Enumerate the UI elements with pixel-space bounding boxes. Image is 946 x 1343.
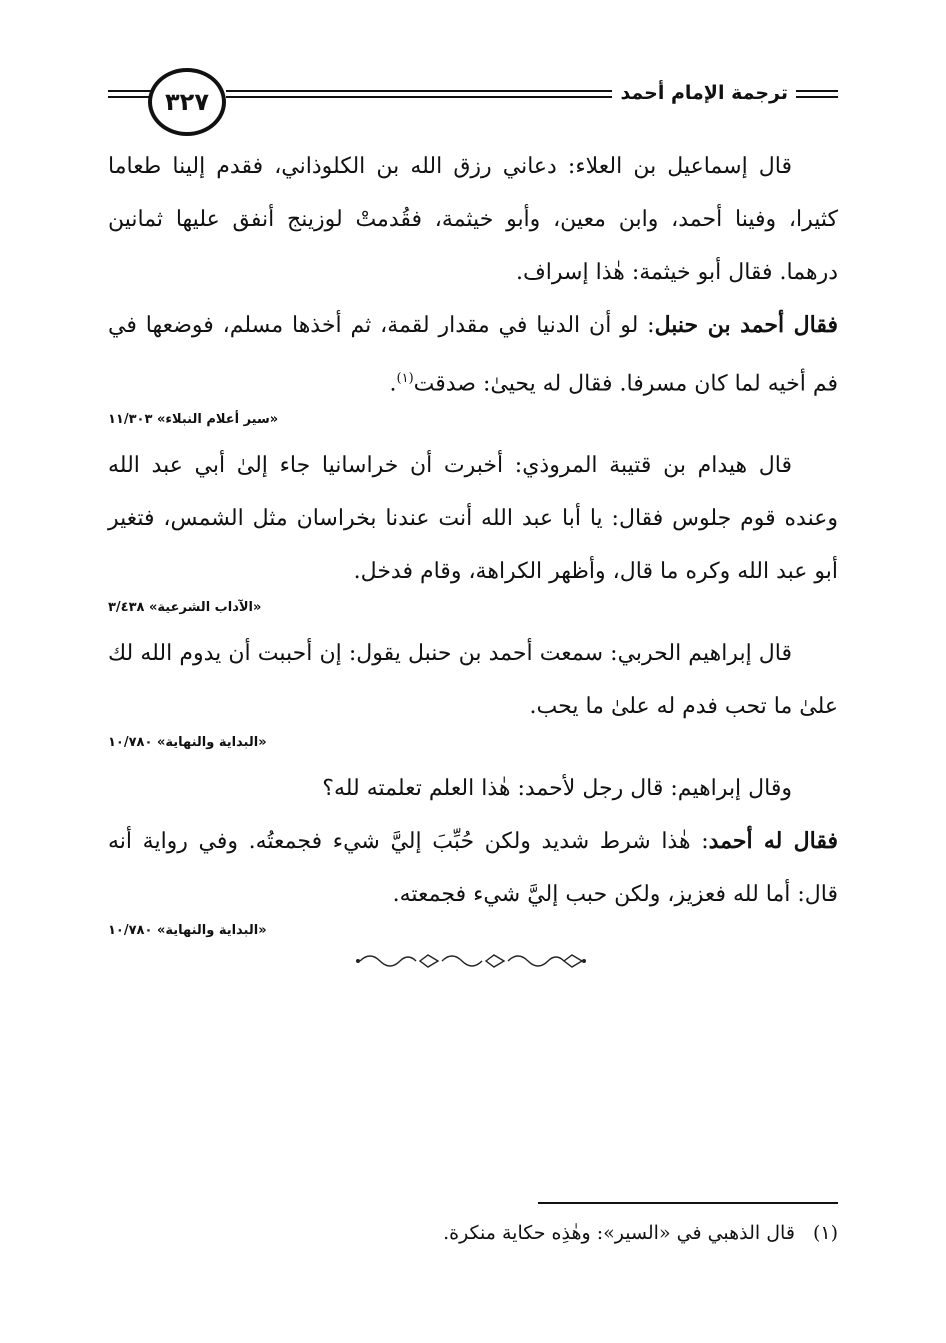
- source-citation: «الآداب الشرعية» ٣/٤٣٨: [108, 600, 262, 616]
- source-citation: «سير أعلام النبلاء» ١١/٣٠٣: [108, 412, 279, 428]
- bold-lead: فقال له أحمد: [708, 828, 838, 855]
- footnote-rule: [538, 1202, 838, 1204]
- paragraph: قال إبراهيم الحربي: سمعت أحمد بن حنبل يقول: إن أحببت أن يدوم الله لك علىٰ ما تحب فدم له علىٰ ما يحب.: [108, 641, 838, 720]
- footnote-text: قال الذهبي في «السير»: وهٰذِه حكاية منكرة.: [443, 1222, 795, 1244]
- header-title: ترجمة الإمام أحمد: [612, 82, 796, 104]
- source-citation: «البداية والنهاية» ١٠/٧٨٠: [108, 735, 267, 751]
- footnote-ref[interactable]: (١): [396, 371, 414, 386]
- page-header: [108, 60, 838, 140]
- footnote-number: (١): [812, 1222, 838, 1244]
- ornament-divider: [350, 948, 590, 974]
- bold-lead: فقال أحمد بن حنبل: [654, 312, 839, 338]
- source-citation: «البداية والنهاية» ١٠/٧٨٠: [108, 923, 267, 939]
- paragraph: فقال له أحمد: هٰذا شرط شديد ولكن حُبِّبَ إليَّ شيء فجمعتُه. وفي رواية أنه قال: أما لله فعزيز، ولكن حبب إليَّ شيء فجمعته.: [108, 828, 838, 908]
- paragraph: قال هيدام بن قتيبة المروذي: أخبرت أن خراسانيا جاء إلىٰ أبي عبد الله وعنده قوم جلوس فقال: يا أبا عبد الله أنت عندنا بخراسان مثل الشمس، فتغير أبو عبد الله وكره ما قال، وأظهر الكراهة، وقام فدخل.: [108, 453, 838, 585]
- footnote: [108, 1222, 838, 1244]
- main-text: [108, 140, 838, 950]
- paragraph: قال إسماعيل بن العلاء: دعاني رزق الله بن الكلوذاني، فقدم إلينا طعاما كثيرا، وفينا أحمد، وابن معين، وأبو خيثمة، فقُدمتْ لوزينج أنفق عليها ثمانين درهما. فقال أبو خيثمة: هٰذا إسراف.: [108, 154, 838, 285]
- paragraph: وقال إبراهيم: قال رجل لأحمد: هٰذا العلم تعلمته لله؟: [322, 776, 792, 802]
- page-number: ٣٢٧: [148, 68, 226, 136]
- paragraph: فقال أحمد بن حنبل: لو أن الدنيا في مقدار لقمة، ثم أخذها مسلم، فوضعها في فم أخيه لما كان مسرفا. فقال له يحيىٰ: صدقت$^{(١)}$.: [108, 312, 839, 397]
